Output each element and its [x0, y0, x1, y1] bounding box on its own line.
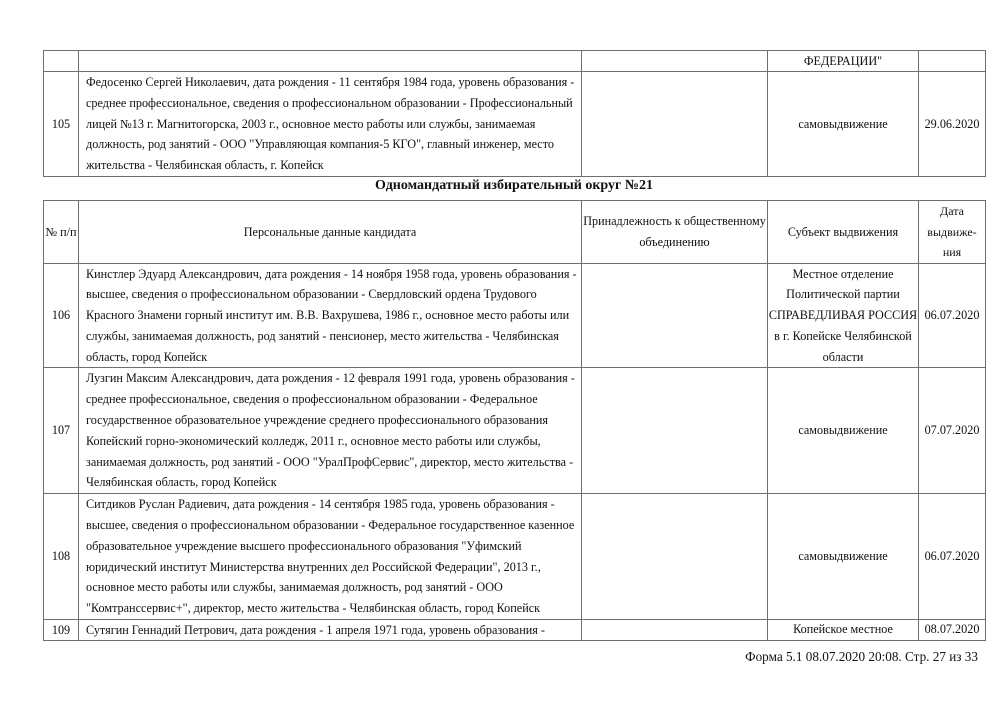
column-header-date: Дата выдвиже-ния: [919, 201, 986, 264]
candidate-nomination-date: 06.07.2020: [919, 263, 986, 368]
candidate-affiliation: [582, 368, 768, 494]
candidate-personal-data: Кинстлер Эдуард Александрович, дата рождения - 14 ноября 1958 года, уровень образования - высшее, сведения о профессиональном образовании - Свердловский ордена Трудового Красного Знамени горный институт им. В.В. Вахрушева, 1986 г., основное место работы или службы, занимаемая должность, род занятий - пенсионер, место жительства - Челябинская область, город Копейск: [79, 263, 582, 368]
column-header-nominator: Субъект выдвижения: [768, 201, 919, 264]
candidate-number: 107: [44, 368, 79, 494]
table-row-continued: [44, 51, 986, 72]
candidate-personal-data: Федосенко Сергей Николаевич, дата рождения - 11 сентября 1984 года, уровень образования - среднее профессиональное, сведения о профессиональном образовании - Профессиональный лицей №13 г. Магнитогорска, 2003 г., основное место работы или службы, занимаемая должность, род занятий - ООО "Управляющая компания-5 КГО", главный инженер, место жительства - Челябинская область, г. Копейск: [79, 72, 582, 177]
candidate-affiliation: [582, 263, 768, 368]
column-header-affiliation: Принадлежность к общественному объединению: [582, 201, 768, 264]
district-heading: Одномандатный избирательный округ №21: [375, 178, 653, 193]
candidate-nomination-date: 29.06.2020: [919, 72, 986, 177]
candidate-number: 105: [44, 72, 79, 177]
page-footer: Форма 5.1 08.07.2020 20:08. Стр. 27 из 33: [745, 649, 978, 664]
candidate-nominator: самовыдвижение: [768, 494, 919, 620]
table-row: [44, 368, 986, 494]
candidate-nomination-date: 07.07.2020: [919, 368, 986, 494]
candidate-number: 109: [44, 620, 79, 641]
candidate-affiliation: [582, 51, 768, 72]
candidate-nominator: самовыдвижение: [768, 368, 919, 494]
candidate-nominator: ФЕДЕРАЦИИ": [768, 51, 919, 72]
candidate-affiliation: [582, 494, 768, 620]
candidate-personal-data: [79, 51, 582, 72]
candidate-affiliation: [582, 72, 768, 177]
column-header-number: № п/п: [44, 201, 79, 264]
candidate-nomination-date: 08.07.2020: [919, 620, 986, 641]
candidate-nomination-date: [919, 51, 986, 72]
candidate-number: [44, 51, 79, 72]
table-row: [44, 620, 986, 641]
candidate-nominator: Копейское местное: [768, 620, 919, 641]
candidate-number: 106: [44, 263, 79, 368]
candidate-personal-data: Ситдиков Руслан Радиевич, дата рождения - 14 сентября 1985 года, уровень образования - высшее, сведения о профессиональном образовании - Федеральное государственное казенное образовательное учреждение высшего профессионального образования "Уфимский юридический институт Министерства внутренних дел Российской Федерации", 2013 г., основное место работы или службы, занимаемая должность, род занятий - ООО "Комтранссервис+", директор, место жительства - Челябинская область, город Копейск: [79, 494, 582, 620]
previous-district-table: [43, 50, 986, 177]
candidate-nomination-date: 06.07.2020: [919, 494, 986, 620]
table-row: [44, 72, 986, 177]
table-row: [44, 494, 986, 620]
candidate-personal-data: Лузгин Максим Александрович, дата рождения - 12 февраля 1991 года, уровень образования - среднее профессиональное, сведения о профессиональном образовании - Федеральное государственное образовательное учреждение среднего профессионального образования Копейский горно-экономический колледж, 2011 г., основное место работы или службы, занимаемая должность, род занятий - ООО "УралПрофСервис", директор, место жительства - Челябинская область, город Копейск: [79, 368, 582, 494]
table-header-row: [44, 201, 986, 264]
candidate-nominator: Местное отделение Политической партии СПРАВЕДЛИВАЯ РОССИЯ в г. Копейске Челябинской области: [768, 263, 919, 368]
candidate-number: 108: [44, 494, 79, 620]
table-row: [44, 263, 986, 368]
district-candidates-table: [43, 200, 986, 641]
column-header-personal-data: Персональные данные кандидата: [79, 201, 582, 264]
candidate-affiliation: [582, 620, 768, 641]
candidate-nominator: самовыдвижение: [768, 72, 919, 177]
candidate-personal-data: Сутягин Геннадий Петрович, дата рождения - 1 апреля 1971 года, уровень образования -: [79, 620, 582, 641]
